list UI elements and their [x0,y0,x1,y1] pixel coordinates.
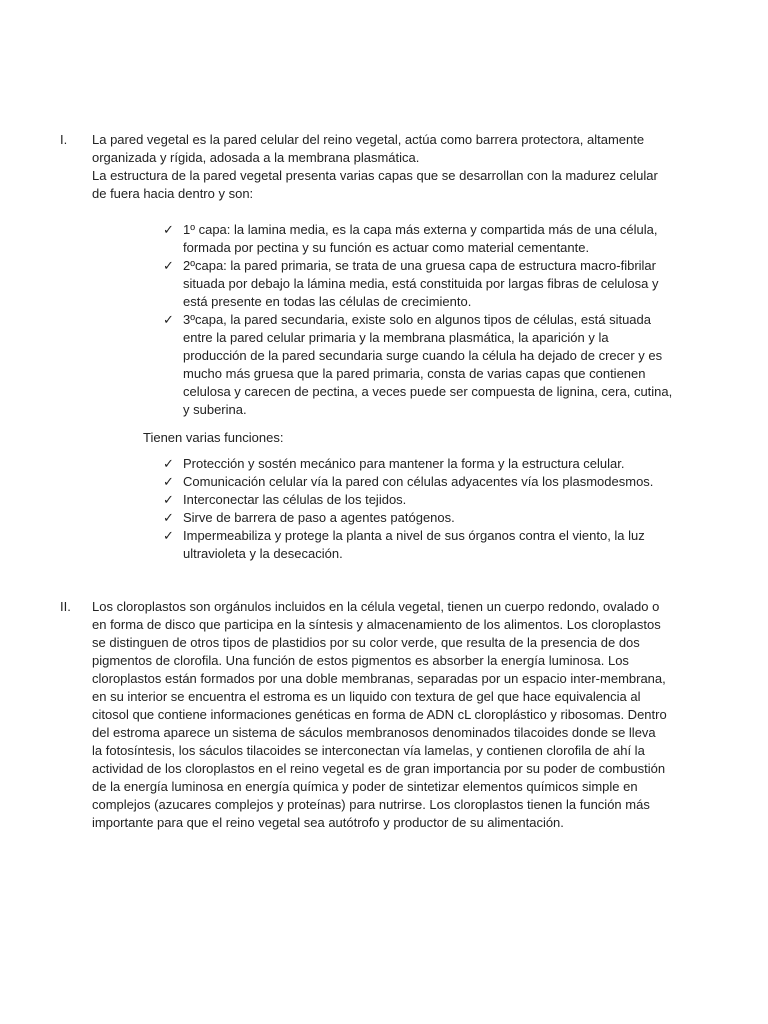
check-icon: ✓ [163,510,174,525]
check-icon: ✓ [163,456,174,471]
list-item [163,311,728,419]
text-line: Interconectar las células de los tejidos. [183,492,407,507]
text-line: de la energía luminosa en energía química y poder de sintetizar elementos químicos simple en [92,779,638,794]
text-line: La estructura de la pared vegetal presenta varias capas que se desarrollan con la madurez celular [92,168,658,183]
text-line: 3ºcapa, la pared secundaria, existe solo en algunos tipos de células, está situada [183,312,651,327]
text-line: cloroplastos están formados por una doble membranas, separadas por un espacio inter-membrana, [92,671,666,686]
check-icon: ✓ [163,474,174,489]
text-line: 2ºcapa: la pared primaria, se trata de una gruesa capa de estructura macro-fibrilar [183,258,656,273]
intro-paragraph [92,131,728,203]
text-line: citosol que contiene informaciones genéticas en forma de ADN cL cloroplástico y ribosomas. Dentro [92,707,667,722]
text-line: mucho más gruesa que la pared primaria, consta de varias capas que contienen [183,366,646,381]
check-icon: ✓ [163,258,174,273]
list-item [163,527,728,563]
check-icon: ✓ [163,528,174,543]
text-line: complejos (azucares complejos y proteínas) para nutrirse. Los cloroplastos tienen la función más [92,797,650,812]
text-line: en su interior se encuentra el estroma es un liquido con textura de gel que hace equivalencia al [92,689,641,704]
text-line: Los cloroplastos son orgánulos incluidos en la célula vegetal, tienen un cuerpo redondo, ovalado o [92,599,660,614]
text-line: Protección y sostén mecánico para mantener la forma y la estructura celular. [183,456,625,471]
text-line: situada por debajo la lámina media, está constituida por largas fibras de celulosa y [183,276,659,291]
text-line: Sirve de barrera de paso a agentes patógenos. [183,510,455,525]
check-icon: ✓ [163,312,174,327]
functions-heading: Tienen varias funciones: [143,430,284,445]
list-item [163,221,728,257]
chloroplast-paragraph [92,598,728,832]
functions-list [163,455,728,563]
text-line: formada por pectina y su función es actuar como material cementante. [183,240,590,255]
list-item [163,473,728,491]
text-line: de fuera hacia dentro y son: [92,186,254,201]
text-line: en forma de disco que participa en la síntesis y almacenamiento de los alimentos. Los cloroplastos [92,617,661,632]
text-line: importante para que el reino vegetal sea autótrofo y productor de su alimentación. [92,815,564,830]
text-line: actividad de los cloroplastos en el reino vegetal es de gran importancia por su poder de combustión [92,761,666,776]
text-line: se distinguen de otros tipos de plastidios por su color verde, que resulta de la presencia de dos [92,635,640,650]
section-number: I. [60,132,68,147]
text-line: está presente en todas las células de crecimiento. [183,294,472,309]
text-line: ultravioleta y la desecación. [183,546,343,561]
check-icon: ✓ [163,222,174,237]
text-line: del estroma aparece un sistema de sáculos membranosos denominados tilacoides donde se lleva [92,725,656,740]
section-one-body [92,131,728,563]
list-item [163,491,728,509]
text-line: La pared vegetal es la pared celular del reino vegetal, actúa como barrera protectora, altamente [92,132,645,147]
text-line: Impermeabiliza y protege la planta a nivel de sus órganos contra el viento, la luz [183,528,645,543]
list-item [163,257,728,311]
text-line: pigmentos de clorofila. Una función de estos pigmentos es absorber la energía luminosa. Los [92,653,629,668]
layers-list [163,221,728,419]
text-line: organizada y rígida, adosada a la membrana plasmática. [92,150,420,165]
section-two-body [92,598,728,832]
list-item [163,455,728,473]
check-icon: ✓ [163,492,174,507]
text-line: celulosa y carecen de pectina, a veces puede ser compuesta de lignina, cera, cutina, [183,384,673,399]
text-line: 1º capa: la lamina media, es la capa más externa y compartida más de una célula, [183,222,658,237]
section-number: II. [60,599,71,614]
list-item [163,509,728,527]
text-line: Comunicación celular vía la pared con células adyacentes vía los plasmodesmos. [183,474,654,489]
text-line: la fotosíntesis, los sáculos tilacoides se interconectan vía lamelas, y contienen clorofila de ahí la [92,743,645,758]
text-line: y suberina. [183,402,247,417]
text-line: producción de la pared secundaria surge cuando la célula ha dejado de crecer y es [183,348,663,363]
text-line: entre la pared celular primaria y la membrana plasmática, la aparición y la [183,330,609,345]
